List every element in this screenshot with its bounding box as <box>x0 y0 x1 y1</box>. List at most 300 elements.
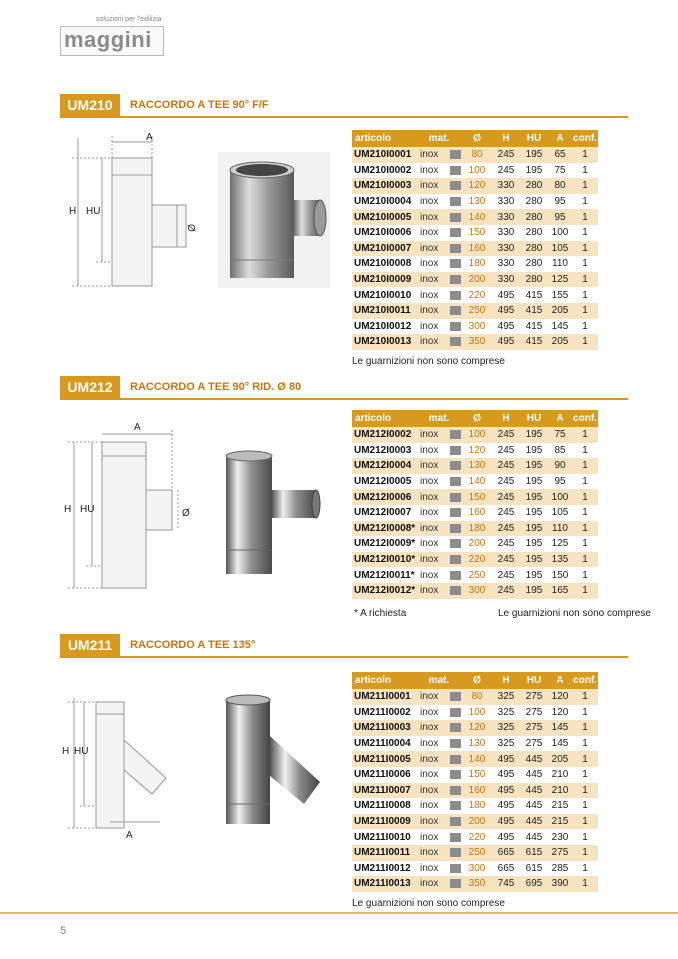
cell-articolo: UM212I0006 <box>352 489 416 505</box>
cell-conf: 1 <box>572 720 598 736</box>
cell-material: inox <box>416 194 462 210</box>
table-row <box>352 443 598 459</box>
material-swatch <box>450 848 461 857</box>
cell-material: inox <box>416 319 462 335</box>
cell-conf: 1 <box>572 178 598 194</box>
logo-box <box>60 26 164 56</box>
cell-conf: 1 <box>582 227 588 239</box>
cell-h: 330 <box>492 272 520 288</box>
material-swatch <box>450 446 461 455</box>
cell-articolo: UM210I0003 <box>352 178 416 194</box>
cell-diameter: 250 <box>468 569 486 581</box>
cell-hu: 195 <box>520 489 548 505</box>
cell-a: 150 <box>551 569 569 581</box>
table-row <box>352 689 598 705</box>
material-swatch <box>450 461 461 470</box>
brand-tagline: soluzioni per l'edilizia <box>96 16 162 23</box>
cell-a: 100 <box>551 227 569 239</box>
cell-hu: 195 <box>520 427 548 443</box>
cell-diameter: 300 <box>468 862 486 874</box>
cell-hu: 195 <box>520 521 548 537</box>
cell-articolo: UM211I0006 <box>354 769 411 781</box>
table-row <box>352 720 598 736</box>
cell-articolo: UM210I0011 <box>352 303 416 319</box>
cell-conf: 1 <box>572 458 598 474</box>
cell-diameter: 150 <box>462 489 492 505</box>
cell-hu: 445 <box>525 769 543 781</box>
cell-conf: 1 <box>572 583 598 599</box>
cell-hu: 275 <box>520 689 548 705</box>
material-swatch <box>450 244 461 253</box>
material-swatch <box>450 524 461 533</box>
label-a: A <box>146 132 153 143</box>
cell-a: 65 <box>548 147 572 163</box>
cell-conf: 1 <box>572 489 598 505</box>
col-articolo: articolo <box>352 130 416 147</box>
cell-material: inox <box>416 458 462 474</box>
cell-diameter: 130 <box>468 196 486 208</box>
cell-a: 90 <box>548 458 572 474</box>
table-row <box>352 194 598 210</box>
col-conf: conf. <box>572 130 598 147</box>
cell-diameter: 220 <box>468 831 486 843</box>
cell-hu: 445 <box>525 800 543 812</box>
cell-h: 665 <box>492 845 520 861</box>
section-header-um212 <box>60 376 628 400</box>
cell-a: 75 <box>554 164 566 176</box>
label-h: H <box>64 504 72 515</box>
tee-90-reduced-diagram <box>60 420 210 590</box>
cell-articolo: UM211I0004 <box>354 738 411 750</box>
cell-hu: 195 <box>525 476 543 488</box>
material-swatch <box>450 213 461 222</box>
cell-material: inox <box>416 427 462 443</box>
cell-material: inox <box>416 334 462 350</box>
cell-conf: 1 <box>572 783 598 799</box>
cell-a: 125 <box>548 272 572 288</box>
col-articolo: articolo <box>352 672 416 689</box>
cell-diameter: 120 <box>462 720 492 736</box>
cell-diameter: 180 <box>468 258 486 270</box>
cell-material: inox <box>416 147 462 163</box>
table-row <box>352 552 598 568</box>
cell-conf: 1 <box>572 427 598 443</box>
cell-a: 105 <box>548 241 572 257</box>
cell-diameter: 160 <box>462 241 492 257</box>
material-swatch <box>450 228 461 237</box>
cell-material: inox <box>416 876 462 892</box>
cell-conf: 1 <box>582 862 588 874</box>
table-row <box>352 736 598 752</box>
cell-hu: 195 <box>525 164 543 176</box>
cell-material: inox <box>416 163 462 179</box>
cell-conf: 1 <box>582 800 588 812</box>
material-swatch <box>450 755 461 764</box>
material-swatch <box>450 275 461 284</box>
material-swatch <box>450 723 461 732</box>
cell-a: 120 <box>548 689 572 705</box>
cell-h: 245 <box>492 583 520 599</box>
table-row <box>352 209 598 225</box>
col-a: A <box>548 672 572 689</box>
cell-articolo: UM211I0008 <box>354 800 411 812</box>
section-header-um211 <box>60 634 628 658</box>
tee-135-diagram <box>60 684 210 844</box>
cell-conf: 1 <box>582 769 588 781</box>
cell-conf: 1 <box>582 507 588 519</box>
col-mat: mat. <box>416 410 462 427</box>
material-swatch <box>450 786 461 795</box>
cell-material: inox <box>416 814 462 830</box>
cell-articolo: UM211I0009 <box>352 814 416 830</box>
cell-h: 245 <box>492 552 520 568</box>
cell-hu: 445 <box>520 814 548 830</box>
cell-hu: 195 <box>525 444 543 456</box>
table-row <box>352 751 598 767</box>
cell-h: 325 <box>492 689 520 705</box>
cell-diameter: 120 <box>462 178 492 194</box>
table-row <box>352 876 598 892</box>
cell-h: 325 <box>497 706 515 718</box>
on-request-note: * A richiesta <box>354 608 407 619</box>
table-row <box>352 256 598 272</box>
cell-articolo: UM212I0009* <box>354 538 416 550</box>
cell-diameter: 300 <box>462 583 492 599</box>
cell-diameter: 250 <box>462 845 492 861</box>
material-swatch <box>450 508 461 517</box>
cell-h: 330 <box>492 209 520 225</box>
label-h: H <box>62 746 70 757</box>
cell-material: inox <box>416 489 462 505</box>
cell-a: 100 <box>548 489 572 505</box>
material-swatch <box>450 477 461 486</box>
cell-hu: 275 <box>525 706 543 718</box>
cell-articolo: UM212I0011* <box>354 569 415 581</box>
cell-a: 215 <box>548 814 572 830</box>
cell-h: 495 <box>497 769 515 781</box>
cell-articolo: UM211I0012 <box>354 862 411 874</box>
cell-conf: 1 <box>572 845 598 861</box>
cell-a: 210 <box>548 783 572 799</box>
table-row <box>352 783 598 799</box>
cell-conf: 1 <box>572 751 598 767</box>
material-swatch <box>450 739 461 748</box>
col-conf: conf. <box>572 410 598 427</box>
cell-h: 245 <box>497 569 515 581</box>
cell-h: 245 <box>492 458 520 474</box>
table-row <box>352 225 598 241</box>
table-row <box>352 272 598 288</box>
cell-articolo: UM210I0008 <box>354 258 412 270</box>
table-row <box>352 147 598 163</box>
cell-articolo: UM210I0013 <box>352 334 416 350</box>
cell-conf: 1 <box>582 196 588 208</box>
cell-hu: 415 <box>520 334 548 350</box>
cell-articolo: UM210I0012 <box>354 320 412 332</box>
table-row <box>352 845 598 861</box>
cell-diameter: 350 <box>462 876 492 892</box>
cell-articolo: UM210I0002 <box>354 164 412 176</box>
page-number: 5 <box>60 925 67 937</box>
cell-articolo: UM211I0011 <box>352 845 416 861</box>
table-row <box>352 505 598 521</box>
table-row <box>352 178 598 194</box>
brand-name: maggini <box>64 27 152 52</box>
cell-diameter: 150 <box>468 227 486 239</box>
col-a: A <box>548 410 572 427</box>
cell-conf: 1 <box>572 689 598 705</box>
cell-h: 245 <box>497 476 515 488</box>
cell-articolo: UM210I0005 <box>352 209 416 225</box>
cell-h: 245 <box>492 489 520 505</box>
label-a: A <box>134 422 141 433</box>
cell-diameter: 250 <box>462 303 492 319</box>
cell-material: inox <box>416 767 462 783</box>
cell-diameter: 200 <box>468 538 486 550</box>
cell-h: 495 <box>497 289 515 301</box>
cell-diameter: 350 <box>462 334 492 350</box>
cell-material: inox <box>416 272 462 288</box>
cell-diameter: 140 <box>468 476 486 488</box>
cell-a: 205 <box>548 751 572 767</box>
cell-h: 495 <box>497 831 515 843</box>
cell-material: inox <box>416 720 462 736</box>
cell-diameter: 130 <box>468 738 486 750</box>
cell-material: inox <box>416 225 462 241</box>
footer-rule <box>0 912 678 914</box>
cell-hu: 695 <box>520 876 548 892</box>
cell-diameter: 130 <box>462 458 492 474</box>
cell-material: inox <box>416 751 462 767</box>
cell-a: 145 <box>548 720 572 736</box>
cell-material: inox <box>416 689 462 705</box>
cell-a: 135 <box>548 552 572 568</box>
cell-a: 390 <box>548 876 572 892</box>
cell-hu: 280 <box>520 241 548 257</box>
cell-h: 495 <box>492 751 520 767</box>
cell-articolo: UM212I0012* <box>352 583 416 599</box>
cell-conf: 1 <box>582 444 588 456</box>
cell-material: inox <box>416 845 462 861</box>
cell-articolo: UM211I0005 <box>352 751 416 767</box>
material-swatch <box>450 879 461 888</box>
cell-hu: 195 <box>520 583 548 599</box>
material-swatch <box>450 801 461 810</box>
table-row <box>352 458 598 474</box>
cell-h: 245 <box>492 427 520 443</box>
material-swatch <box>450 586 461 595</box>
cell-a: 95 <box>554 476 566 488</box>
cell-a: 75 <box>548 427 572 443</box>
um210-table <box>352 130 598 350</box>
cell-h: 325 <box>492 720 520 736</box>
cell-material: inox <box>416 861 462 877</box>
cell-diameter: 140 <box>462 209 492 225</box>
cell-conf: 1 <box>582 476 588 488</box>
col-hu: HU <box>520 672 548 689</box>
table-header <box>352 410 598 427</box>
cell-material: inox <box>416 505 462 521</box>
cell-h: 495 <box>492 814 520 830</box>
cell-articolo: UM212I0005 <box>354 476 412 488</box>
table-row <box>352 861 598 877</box>
table-row <box>352 705 598 721</box>
section-code: UM211 <box>60 634 120 656</box>
cell-h: 495 <box>497 800 515 812</box>
label-a: A <box>126 830 133 841</box>
table-body <box>352 147 598 350</box>
cell-diameter: 160 <box>468 507 486 519</box>
cell-hu: 195 <box>520 147 548 163</box>
cell-conf: 1 <box>572 303 598 319</box>
cell-a: 105 <box>551 507 569 519</box>
cell-hu: 195 <box>525 538 543 550</box>
material-swatch <box>450 259 461 268</box>
col-h: H <box>492 130 520 147</box>
cell-diameter: 100 <box>462 427 492 443</box>
col-h: H <box>492 410 520 427</box>
col-mat: mat. <box>416 130 462 147</box>
table-row <box>352 536 598 552</box>
cell-conf: 1 <box>572 241 598 257</box>
cell-diameter: 100 <box>468 706 486 718</box>
cell-articolo: UM210I0009 <box>352 272 416 288</box>
cell-a: 155 <box>551 289 569 301</box>
material-swatch <box>450 539 461 548</box>
cell-diameter: 80 <box>462 147 492 163</box>
table-row <box>352 798 598 814</box>
material-swatch <box>450 166 461 175</box>
table-row <box>352 489 598 505</box>
cell-conf: 1 <box>582 706 588 718</box>
cell-h: 495 <box>492 783 520 799</box>
cell-conf: 1 <box>572 272 598 288</box>
label-hu: HU <box>74 746 89 757</box>
cell-diameter: 160 <box>462 783 492 799</box>
section-code: UM210 <box>60 94 120 116</box>
table-body <box>352 689 598 892</box>
col-diameter: Ø <box>462 672 492 689</box>
cell-h: 245 <box>492 147 520 163</box>
cell-a: 205 <box>548 334 572 350</box>
cell-hu: 615 <box>520 845 548 861</box>
cell-hu: 195 <box>525 569 543 581</box>
cell-h: 330 <box>497 196 515 208</box>
gaskets-note: Le guarnizioni non sono comprese <box>352 356 505 367</box>
cell-material: inox <box>416 443 462 459</box>
col-h: H <box>492 672 520 689</box>
cell-conf: 1 <box>582 320 588 332</box>
table-row <box>352 334 598 350</box>
cell-diameter: 150 <box>468 769 486 781</box>
cell-conf: 1 <box>582 569 588 581</box>
cell-hu: 275 <box>525 738 543 750</box>
cell-material: inox <box>416 783 462 799</box>
cell-material: inox <box>416 178 462 194</box>
cell-articolo: UM211I0003 <box>352 720 416 736</box>
cell-h: 495 <box>492 334 520 350</box>
table-row <box>352 427 598 443</box>
cell-conf: 1 <box>572 209 598 225</box>
cell-h: 330 <box>497 227 515 239</box>
cell-material: inox <box>416 567 462 583</box>
cell-hu: 195 <box>520 458 548 474</box>
um212-table <box>352 410 598 599</box>
cell-diameter: 120 <box>468 444 486 456</box>
cell-material: inox <box>416 521 462 537</box>
tee-90-reduced-photo <box>222 450 322 580</box>
col-diameter: Ø <box>462 130 492 147</box>
material-swatch <box>450 817 461 826</box>
cell-h: 330 <box>497 258 515 270</box>
table-row <box>352 829 598 845</box>
um211-table <box>352 672 598 892</box>
tee-135-photo <box>220 692 324 828</box>
table-header <box>352 672 598 689</box>
cell-diameter: 180 <box>462 521 492 537</box>
cell-material: inox <box>416 256 462 272</box>
cell-conf: 1 <box>572 334 598 350</box>
cell-material: inox <box>416 303 462 319</box>
col-articolo: articolo <box>352 410 416 427</box>
table-row <box>352 583 598 599</box>
cell-articolo: UM212I0008* <box>352 521 416 537</box>
section-title: RACCORDO A TEE 90° F/F <box>130 99 269 111</box>
material-swatch <box>450 555 461 564</box>
cell-hu: 280 <box>525 227 543 239</box>
cell-conf: 1 <box>582 164 588 176</box>
cell-a: 205 <box>548 303 572 319</box>
table-row <box>352 567 598 583</box>
cell-hu: 280 <box>520 209 548 225</box>
cell-articolo: UM212I0003 <box>354 444 412 456</box>
table-row <box>352 287 598 303</box>
col-hu: HU <box>520 410 548 427</box>
cell-diameter: 80 <box>462 689 492 705</box>
cell-h: 245 <box>497 444 515 456</box>
cell-articolo: UM212I0002 <box>352 427 416 443</box>
label-hu: HU <box>86 206 101 217</box>
cell-a: 145 <box>551 738 569 750</box>
cell-conf: 1 <box>582 289 588 301</box>
cell-a: 275 <box>548 845 572 861</box>
cell-conf: 1 <box>572 521 598 537</box>
cell-h: 245 <box>497 164 515 176</box>
material-swatch <box>450 708 461 717</box>
cell-hu: 280 <box>520 178 548 194</box>
cell-material: inox <box>416 798 462 814</box>
cell-material: inox <box>416 474 462 490</box>
cell-material: inox <box>416 536 462 552</box>
cell-articolo: UM212I0010* <box>352 552 416 568</box>
label-dia: Ø <box>185 224 196 232</box>
cell-material: inox <box>416 209 462 225</box>
material-swatch <box>450 692 461 701</box>
cell-a: 285 <box>551 862 569 874</box>
cell-a: 85 <box>554 444 566 456</box>
cell-material: inox <box>416 829 462 845</box>
cell-a: 95 <box>554 196 566 208</box>
cell-diameter: 220 <box>468 289 486 301</box>
table-row <box>352 521 598 537</box>
cell-h: 745 <box>492 876 520 892</box>
table-row <box>352 163 598 179</box>
cell-hu: 195 <box>525 507 543 519</box>
material-swatch <box>450 181 461 190</box>
cell-hu: 415 <box>525 289 543 301</box>
cell-material: inox <box>416 736 462 752</box>
section-title: RACCORDO A TEE 135° <box>130 639 256 651</box>
